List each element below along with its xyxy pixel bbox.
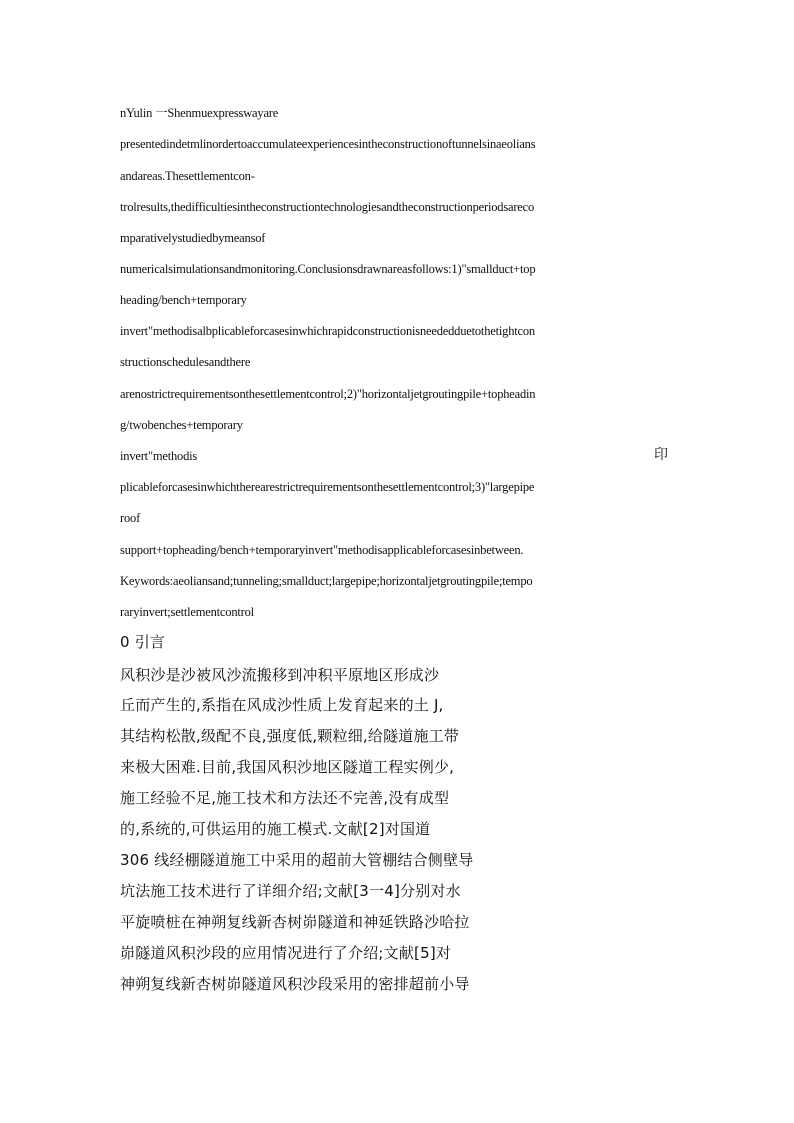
body-line: 来极大困难.目前,我国风积沙地区隧道工程实例少, [120,758,455,776]
abstract-line: numericalsimulationsandmonitoring.Conclusionsdrawnareasfollows:1)"smallduct+top [120,262,536,276]
abstract-line: invert"methodis [120,449,198,463]
body-line: 神朔复线新杏树峁隧道风积沙段采用的密排超前小导 [120,975,470,993]
stamp-character: 印 [654,447,668,463]
abstract-line: nYulin 一Shenmuexpresswayare [120,106,279,120]
abstract-line: plicableforcasesinwhichtherearestrictrequirementsonthesettlementcontrol;3)"largepipe [120,480,535,494]
body-line: 其结构松散,级配不良,强度低,颗粒细,给隧道施工带 [120,727,460,745]
body-line: 306 线经棚隧道施工中采用的超前大管棚结合侧壁导 [120,851,474,869]
body-line: 丘而产生的,系指在风成沙性质上发育起来的土 J, [120,696,444,714]
body-line: 施工经验不足,施工技术和方法还不完善,没有成型 [120,789,450,807]
body-line: 风积沙是沙被风沙流搬移到冲积平原地区形成沙 [120,666,440,684]
abstract-line: mparativelystudiedbymeansof [120,231,266,245]
abstract-line: invert"methodisalbplicableforcasesinwhichrapidconstructionisneededduetothetightcon [120,324,535,338]
abstract-line: presentedindetmlinordertoaccumulateexperiencesintheconstructionoftunnelsinaeolians [120,137,536,151]
abstract-line: roof [120,511,141,525]
body-line: 峁隧道风积沙段的应用情况进行了介绍;文献[5]对 [120,944,452,962]
abstract-line: g/twobenches+temporary [120,418,243,432]
abstract-line: Keywords:aeoliansand;tunneling;smallduct;largepipe;horizontaljetgroutingpile;tempo [120,574,533,588]
abstract-line: heading/bench+temporary [120,293,247,307]
abstract-line: andareas.Thesettlementcon- [120,169,255,183]
abstract-line: structionschedulesandthere [120,355,251,369]
abstract-line: support+topheading/bench+temporaryinvert"methodisapplicableforcasesinbetween. [120,543,524,557]
body-line: 坑法施工技术进行了详细介绍;文献[3一4]分别对水 [120,882,461,900]
abstract-line: trolresults,thedifficultiesintheconstructiontechnologiesandtheconstructionperiodsareco [120,200,535,214]
section-heading: 0 引言 [120,633,166,651]
body-line: 平旋喷桩在神朔复线新杏树峁隧道和神延铁路沙哈拉 [120,913,470,931]
abstract-line: raryinvert;settlementcontrol [120,605,254,619]
abstract-line: arenostrictrequirementsonthesettlementcontrol;2)"horizontaljetgroutingpile+topheadin [120,387,536,401]
body-line: 的,系统的,可供运用的施工模式.文献[2]对国道 [120,820,431,838]
